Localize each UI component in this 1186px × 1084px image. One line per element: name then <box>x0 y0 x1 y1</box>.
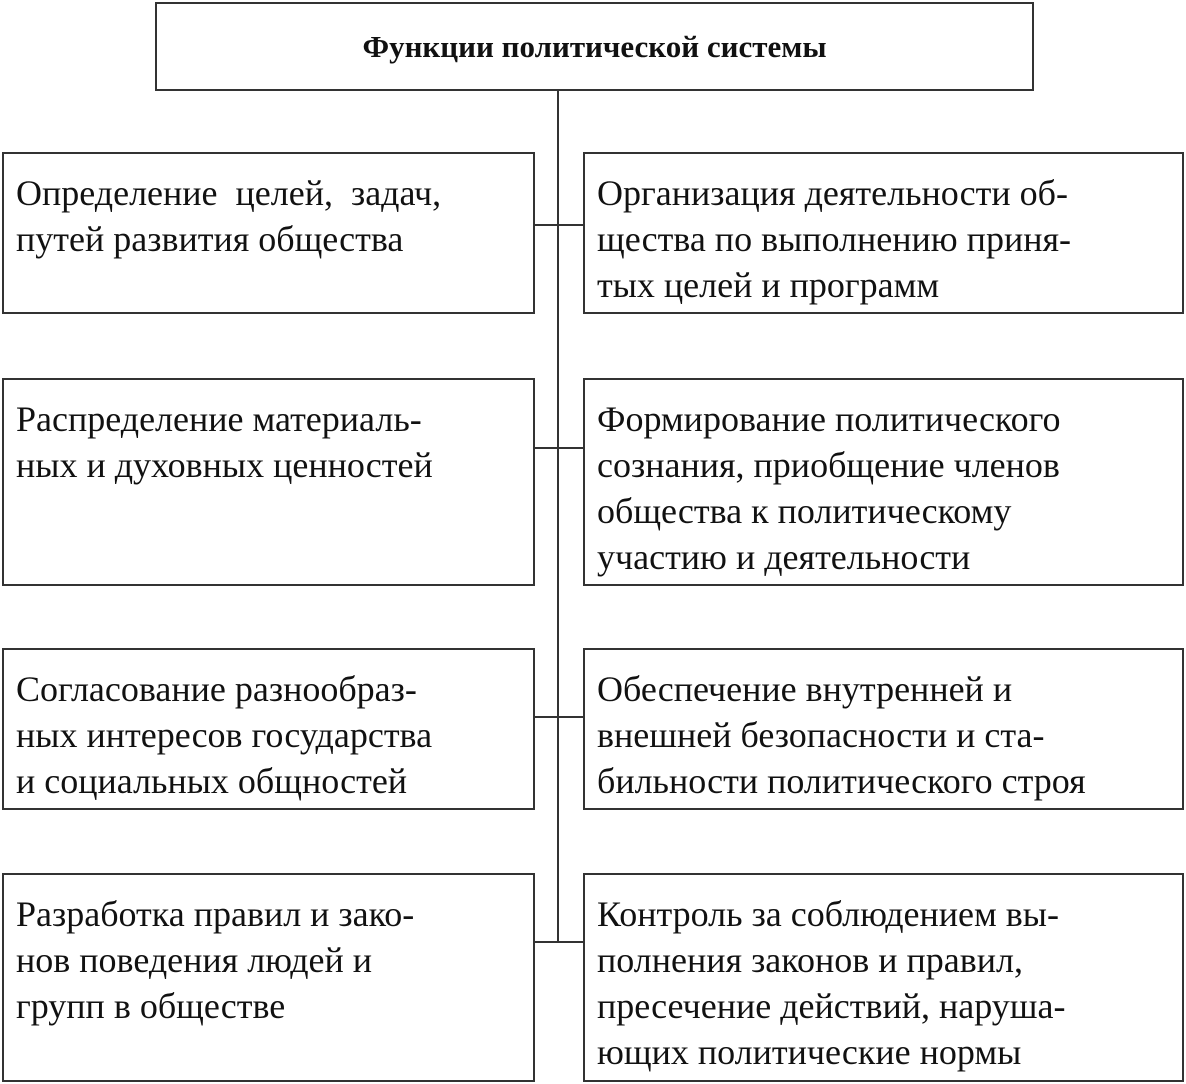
function-box-right-3 <box>583 648 1184 810</box>
box-text-line: и социальных общностей <box>16 761 408 801</box>
box-text-line: Разработка правил и зако- <box>16 894 415 934</box>
box-text-line: Формирование политического <box>597 399 1061 439</box>
function-box-left-2 <box>2 378 535 586</box>
box-text-line: полнения законов и правил, <box>597 940 1023 980</box>
box-text-line: бильности политического строя <box>597 761 1086 801</box>
box-text-line: Обеспечение внутренней и <box>597 669 1013 709</box>
box-text-line: участию и деятельности <box>597 537 971 577</box>
box-text-line: путей развития общества <box>16 219 404 259</box>
function-box-left-3 <box>2 648 535 810</box>
function-box-left-1 <box>2 152 535 314</box>
function-box-left-4 <box>2 873 535 1082</box>
box-text-line: Контроль за соблюдением вы- <box>597 894 1059 934</box>
function-box-right-4 <box>583 873 1184 1082</box>
function-box-right-2 <box>583 378 1184 586</box>
box-text-line: пресечение действий, наруша- <box>597 986 1066 1026</box>
box-text-line: сознания, приобщение членов <box>597 445 1060 485</box>
trunk-line <box>557 90 559 943</box>
box-text-line: групп в обществе <box>16 986 286 1026</box>
connector-row-1 <box>535 224 583 226</box>
box-text-line: Определение целей, задач, <box>16 173 442 213</box>
box-text-line: Распределение материаль- <box>16 399 422 439</box>
box-text-line: Организация деятельности об- <box>597 173 1068 213</box>
box-text-line: тых целей и программ <box>597 265 940 305</box>
connector-row-2 <box>535 447 583 449</box>
diagram-title: Функции политической системы <box>155 2 1034 91</box>
box-text-line: общества к политическому <box>597 491 1012 531</box>
box-text-line: щества по выполнению приня- <box>597 219 1072 259</box>
box-text-line: нов поведения людей и <box>16 940 373 980</box>
box-text-line: ных интересов государства <box>16 715 433 755</box>
box-text-line: ющих политические нормы <box>597 1032 1022 1072</box>
box-text-line: внешней безопасности и ста- <box>597 715 1045 755</box>
box-text-line: Согласование разнообраз- <box>16 669 417 709</box>
connector-row-3 <box>535 716 583 718</box>
function-box-right-1 <box>583 152 1184 314</box>
connector-row-4 <box>535 941 583 943</box>
box-text-line: ных и духовных ценностей <box>16 445 433 485</box>
